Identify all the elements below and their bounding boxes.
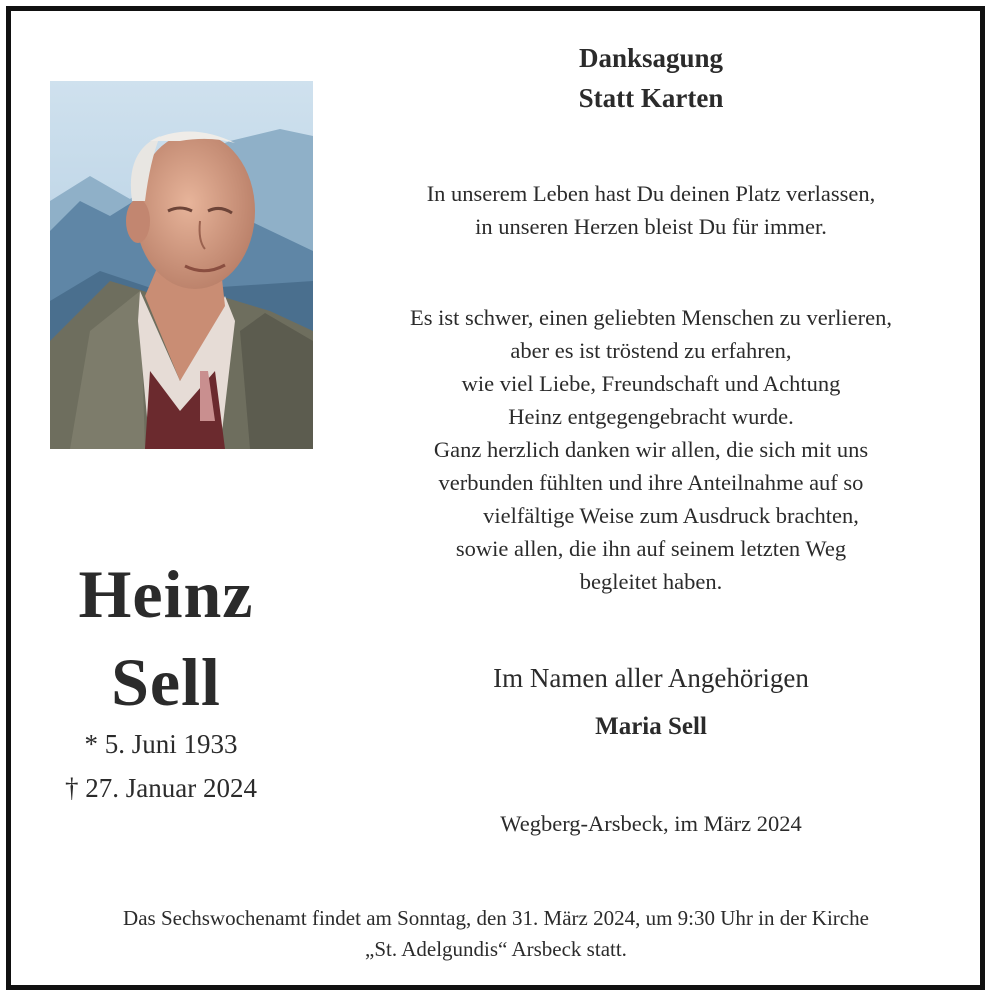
message-line: aber es ist tröstend zu erfahren, [510,338,792,363]
deceased-last-name: Sell [111,644,221,720]
service-notice-line: Das Sechswochenamt findet am Sonntag, den 31. März 2024, um 9:30 Uhr in der Kirche [123,906,869,930]
place-date: Wegberg-Arsbeck, im März 2024 [500,811,802,836]
signer-name: Maria Sell [595,713,707,740]
message-line: vielfältige Weise zum Ausdruck brachten, [483,503,859,528]
message-line: begleitet haben. [579,569,723,594]
verse-line: In unserem Leben hast Du deinen Platz verlassen, [426,181,876,206]
birth-date: * 5. Juni 1933 [84,729,238,759]
death-date: † 27. Januar 2024 [65,773,257,803]
message-line: verbunden fühlten und ihre Anteilnahme auf so [438,470,864,495]
message-line: Ganz herzlich danken wir allen, die sich mit uns [433,437,869,462]
verse-line: in unseren Herzen bleist Du für immer. [475,214,827,239]
heading-danksagung: Danksagung [578,43,724,73]
portrait-photo [50,81,313,449]
thank-you-message [331,301,971,598]
service-notice [21,903,971,965]
obituary-card [6,6,985,990]
on-behalf-line: Im Namen aller Angehörigen [493,663,809,693]
message-line: wie viel Liebe, Freundschaft und Achtung [461,371,841,396]
service-notice-line: „St. Adelgundis“ Arsbeck statt. [365,937,627,961]
verse [331,177,971,243]
message-line: Es ist schwer, einen geliebten Menschen zu verlieren, [409,305,893,330]
message-line: sowie allen, die ihn auf seinem letzten Weg [455,536,847,561]
deceased-first-name: Heinz [78,556,254,632]
heading-statt-karten: Statt Karten [578,83,724,113]
message-line: Heinz entgegengebracht wurde. [508,404,794,429]
